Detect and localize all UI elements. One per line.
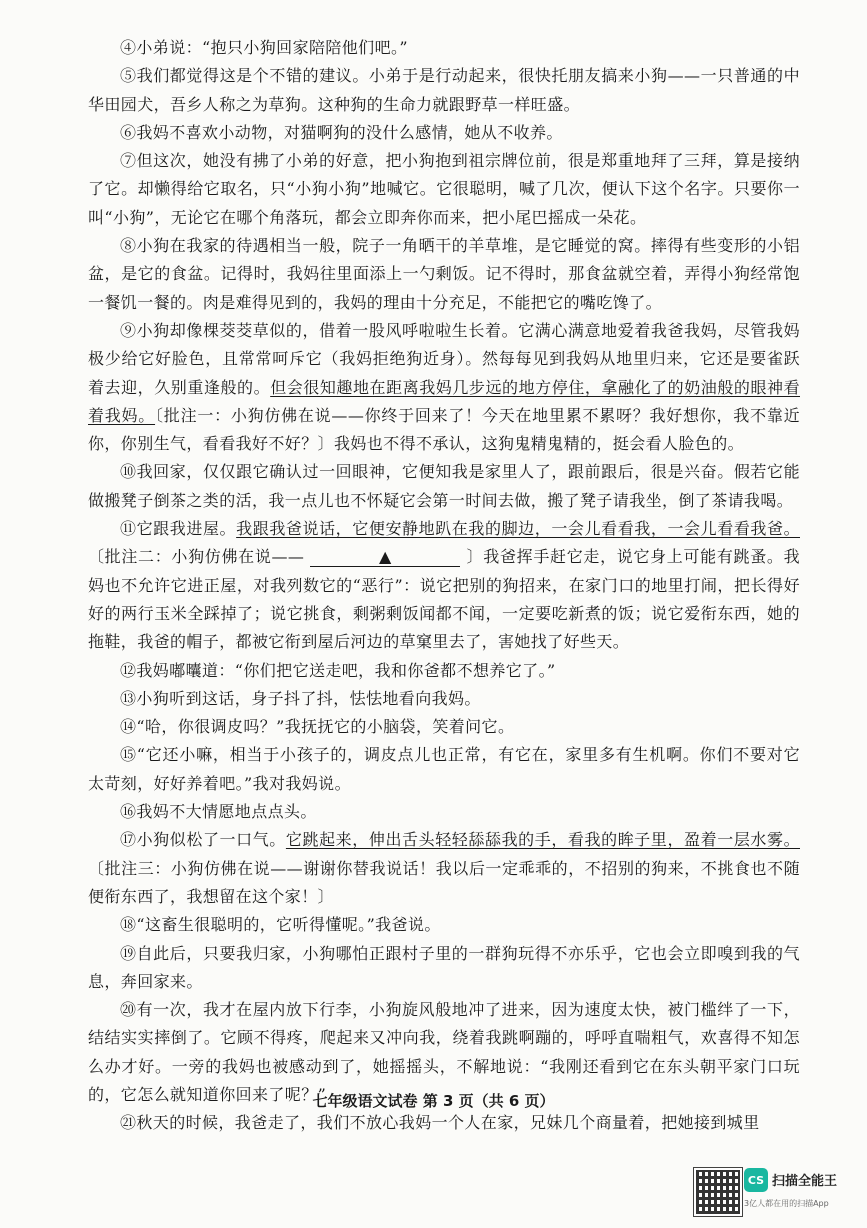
paragraph	[88, 62, 800, 119]
paragraph	[88, 34, 800, 62]
paragraph-text: 〔批注一：小狗仿佛在说——你终于回来了！今天在地里累不累呀？我好想你，我不靠近你，你别生气，看看我好不好？〕我妈也不得不承认，这狗鬼精鬼精的，挺会看人脸色的。	[88, 405, 800, 454]
answer-blank: ▲	[310, 548, 460, 567]
paragraph	[88, 713, 800, 741]
paragraph	[88, 657, 800, 685]
paragraph-text: ⑳有一次，我才在屋内放下行李，小狗旋风般地冲了进来，因为速度太快，被门槛绊了一下，结结实实摔倒了。它顾不得疼，爬起来又冲向我，绕着我跳啊蹦的，呼呼直喘粗气，欢喜得不知怎么办才好。一旁的我妈也被感动到了，她摇摇头，不解地说：“我刚还看到它在东头朝平家门口玩的，它怎么就知道你回来了呢？”	[88, 1000, 800, 1104]
paragraph	[88, 911, 800, 939]
paragraph	[88, 232, 800, 317]
paragraph-text: 〕我爸挥手赶它走，说它身上可能有跳蚤。我妈也不允许它进正屋，对我列数它的“恶行”：说它把别的狗招来，在家门口的地里打闹，把长得好好的两行玉米全踩掉了；说它挑食，剩粥剩饭闻都不闻，一定要吃新煮的饭；说它爱衔东西，她的拖鞋，我爸的帽子，都被它衔到屋后河边的草窠里去了，害她找了好些天。	[88, 547, 800, 652]
paragraph	[88, 1109, 800, 1137]
scanner-logo-icon: CS	[744, 1168, 768, 1192]
paragraph	[88, 119, 800, 147]
underlined-sentence: 它跳起来，伸出舌头轻轻舔舔我的手，看我的眸子里，盈着一层水雾。	[285, 830, 800, 850]
paragraph	[88, 826, 800, 911]
paragraph-text: ⑰小狗似松了一口气。	[120, 830, 286, 850]
paragraph-text: ④小弟说：“抱只小狗回家陪陪他们吧。”	[120, 38, 408, 57]
paragraph	[88, 317, 800, 458]
paragraph-text: ⑧小狗在我家的待遇相当一般，院子一角晒干的羊草堆，是它睡觉的窝。摔得有些变形的小铝盆，是它的食盆。记得时，我妈往里面添上一勺剩饭。记不得时，那食盆就空着，弄得小狗经常饱一餐饥一餐的。肉是难得见到的，我妈的理由十分充足，不能把它的嘴吃馋了。	[88, 236, 800, 312]
paragraph	[88, 147, 800, 232]
scanner-tagline: 3亿人都在用的扫描App	[744, 1199, 829, 1208]
paragraph-text: ⑨小狗却像棵茭茭草似的，借着一股风呼啦啦生长着。它满心满意地爱着我爸我妈，尽管我妈极少给它好脸色，且常常呵斥它（我妈拒绝狗近身）。然每每见到我妈从地里归来，它还是要雀跃着去迎，久别重逢般的。	[88, 320, 800, 397]
paragraph-text: ⑲自此后，只要我归家，小狗哪怕正跟村子里的一群狗玩得不亦乐乎，它也会立即嗅到我的气息，奔回家来。	[88, 943, 800, 991]
qr-code	[694, 1168, 742, 1216]
underlined-sentence: 我跟我爸说话，它便安静地趴在我的脚边，一会儿看看我，一会儿看看我爸。	[236, 519, 800, 539]
paragraph-text: ⑦但这次，她没有拂了小弟的好意，把小狗抱到祖宗牌位前，很是郑重地拜了三拜，算是接纳了它。却懒得给它取名，只“小狗小狗”地喊它。它很聪明，喊了几次，便认下这个名字。只要你一叫“小狗”，无论它在哪个角落玩，都会立即奔你而来，把小尾巴摇成一朵花。	[88, 151, 800, 227]
paragraph	[88, 798, 800, 826]
paragraph	[88, 685, 800, 713]
scanner-app-name: 扫描全能王	[772, 1174, 838, 1189]
paragraph	[88, 940, 800, 997]
paragraph-text: ⑤我们都觉得这是个不错的建议。小弟于是行动起来，很快托朋友搞来小狗——一只普通的中华田园犬，吾乡人称之为草狗。这种狗的生命力就跟野草一样旺盛。	[88, 66, 800, 114]
paragraph-text: ⑫我妈嘟囔道：“你们把它送走吧，我和你爸都不想养它了。”	[120, 660, 556, 680]
paragraph-text: ⑯我妈不大情愿地点点头。	[120, 802, 317, 822]
paragraph-text: ⑭“哈，你很调皮吗？”我抚抚它的小脑袋，笑着问它。	[120, 717, 515, 737]
paragraph-text: ㉑秋天的时候，我爸走了，我们不放心我妈一个人在家，兄妹几个商量着，把她接到城里	[120, 1113, 760, 1133]
paragraph	[88, 458, 800, 515]
page-footer: 七年级语文试卷 第 3 页（共 6 页）	[312, 1092, 555, 1110]
paragraph-text: ⑱“这畜生很聪明的，它听得懂呢。”我爸说。	[120, 915, 441, 935]
article-body	[88, 34, 800, 1138]
paragraph	[88, 515, 800, 656]
paragraph-text: ⑩我回家，仅仅跟它确认过一回眼神，它便知我是家里人了，跟前跟后，很是兴奋。假若它能做搬凳子倒茶之类的活，我一点儿也不怀疑它会第一时间去做，搬了凳子请我坐，倒了茶请我喝。	[88, 462, 800, 510]
underlined-sentence: 但会很知趣地在距离我妈几步远的地方停住，拿融化了的奶油般的眼神看着我妈。	[88, 377, 800, 425]
paragraph-text: ⑪它跟我进屋。	[120, 519, 237, 539]
paragraph-text: ⑥我妈不喜欢小动物，对猫啊狗的没什么感情，她从不收养。	[120, 122, 563, 142]
paragraph-text: ⑬小狗听到这话，身子抖了抖，怯怯地看向我妈。	[120, 688, 481, 708]
paragraph-text: 〔批注三：小狗仿佛在说——谢谢你替我说话！我以后一定乖乖的，不招别的狗来，不挑食也不随便衔东西了，我想留在这个家！〕	[88, 858, 800, 906]
paragraph-text: ⑮“它还小嘛，相当于小孩子的，调皮点儿也正常，有它在，家里多有生机啊。你们不要对它太苛刻，好好养着吧。”我对我妈说。	[88, 745, 800, 793]
paragraph	[88, 741, 800, 798]
paragraph-text: 〔批注二：小狗仿佛在说——	[88, 547, 305, 567]
